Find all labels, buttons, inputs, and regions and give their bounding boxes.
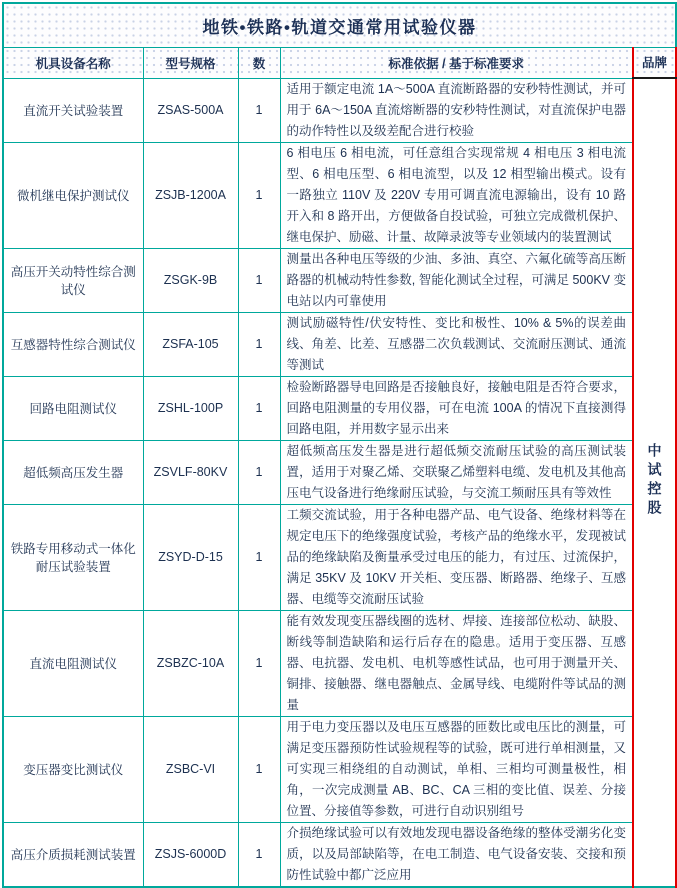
description-cell: 工频交流试验，用于各种电器产品、电气设备、绝缘材料等在规定电压下的绝缘强度试验，考核产品的绝缘水平，发现被试品的绝缘缺陷及衡量承受过电压的能力，有过压、过流保护，满足 35KV 及 10KV 开关柜、变压器、断路器、绝缘子、互感器、电缆等交流耐压试验 xyxy=(280,504,633,610)
description-cell: 测量出各种电压等级的少油、多油、真空、六氟化硫等高压断路器的机械动特性参数, 智能化测试全过程，可满足 500KV 变电站以内可靠使用 xyxy=(280,248,633,312)
qty-cell: 1 xyxy=(238,716,280,822)
equipment-name-cell: 超低频高压发生器 xyxy=(3,440,143,504)
qty-cell: 1 xyxy=(238,376,280,440)
table-row xyxy=(3,440,676,504)
equipment-name-cell: 微机继电保护测试仪 xyxy=(3,142,143,248)
equipment-name-cell: 铁路专用移动式一体化耐压试验装置 xyxy=(3,504,143,610)
qty-cell: 1 xyxy=(238,504,280,610)
table-row xyxy=(3,248,676,312)
model-cell: ZSYD-D-15 xyxy=(143,504,238,610)
brand-cell xyxy=(633,78,676,887)
model-cell: ZSJB-1200A xyxy=(143,142,238,248)
description-cell: 测试励磁特性/伏安特性、变比和极性、10% & 5%的误差曲线、角差、比差、互感器二次负载测试、交流耐压测试、通流等测试 xyxy=(280,312,633,376)
table-row xyxy=(3,78,676,142)
description-cell: 能有效发现变压器线圈的选材、焊接、连接部位松动、缺股、断线等制造缺陷和运行后存在的隐患。适用于变压器、互感器、电抗器、发电机、电机等感性试品，也可用于测量开关、铜排、接触器、继电器触点、金属导线、电缆附件等试品的测量 xyxy=(280,610,633,716)
model-cell: ZSHL-100P xyxy=(143,376,238,440)
equipment-name-cell: 回路电阻测试仪 xyxy=(3,376,143,440)
model-cell: ZSBC-VI xyxy=(143,716,238,822)
description-cell: 超低频高压发生器是进行超低频交流耐压试验的高压测试装置，适用于对聚乙烯、交联聚乙烯塑料电缆、发电机及其他高压电气设备进行绝缘耐压试验，与交流工频耐压具有等效性 xyxy=(280,440,633,504)
equipment-name-cell: 直流开关试验装置 xyxy=(3,78,143,142)
title-row xyxy=(3,3,676,47)
description-cell: 适用于额定电流 1A～500A 直流断路器的安秒特性测试，并可用于 6A～150A 直流熔断器的安秒特性测试，对直流保护电器的动作特性以及级差配合进行校验 xyxy=(280,78,633,142)
col-header-equipment-name: 机具设备名称 xyxy=(3,47,143,78)
qty-cell: 1 xyxy=(238,312,280,376)
model-cell: ZSAS-500A xyxy=(143,78,238,142)
col-header-standard: 标准依据 / 基于标准要求 xyxy=(280,47,633,78)
qty-cell: 1 xyxy=(238,822,280,887)
model-cell: ZSVLF-80KV xyxy=(143,440,238,504)
instrument-table xyxy=(2,2,677,888)
qty-cell: 1 xyxy=(238,610,280,716)
page-title: 地铁•铁路•轨道交通常用试验仪器 xyxy=(3,3,676,47)
equipment-name-cell: 高压开关动特性综合测试仪 xyxy=(3,248,143,312)
model-cell: ZSJS-6000D xyxy=(143,822,238,887)
table-row xyxy=(3,822,676,887)
col-header-model: 型号规格 xyxy=(143,47,238,78)
model-cell: ZSBZC-10A xyxy=(143,610,238,716)
col-header-brand: 品牌 xyxy=(633,47,676,78)
equipment-name-cell: 变压器变比测试仪 xyxy=(3,716,143,822)
brand-vertical-text: 中试控股 xyxy=(646,442,663,519)
qty-cell: 1 xyxy=(238,142,280,248)
qty-cell: 1 xyxy=(238,248,280,312)
equipment-name-cell: 直流电阻测试仪 xyxy=(3,610,143,716)
model-cell: ZSGK-9B xyxy=(143,248,238,312)
qty-cell: 1 xyxy=(238,440,280,504)
table-row xyxy=(3,376,676,440)
table-row xyxy=(3,504,676,610)
equipment-name-cell: 互感器特性综合测试仪 xyxy=(3,312,143,376)
model-cell: ZSFA-105 xyxy=(143,312,238,376)
equipment-name-cell: 高压介质损耗测试装置 xyxy=(3,822,143,887)
table-row xyxy=(3,142,676,248)
description-cell: 用于电力变压器以及电压互感器的匝数比或电压比的测量，可满足变压器预防性试验规程等的试验，既可进行单相测量，又可实现三相绕组的自动测试，单相、三相均可测量极性，相角，一次完成测量 AB、BC、CA 三相的变比值、误差、分接位置、分接值等参数，可进行自动识别组号 xyxy=(280,716,633,822)
table-row xyxy=(3,312,676,376)
qty-cell: 1 xyxy=(238,78,280,142)
col-header-qty: 数 xyxy=(238,47,280,78)
table-row xyxy=(3,716,676,822)
table-row xyxy=(3,610,676,716)
description-cell: 检验断路器导电回路是否接触良好，接触电阻是否符合要求，回路电阻测量的专用仪器，可在电流 100A 的情况下直接测得回路电阻，并用数字显示出来 xyxy=(280,376,633,440)
description-cell: 介损绝缘试验可以有效地发现电器设备绝缘的整体受潮劣化变质，以及局部缺陷等，在电工制造、电气设备安装、交接和预防性试验中都广泛应用 xyxy=(280,822,633,887)
description-cell: 6 相电压 6 相电流，可任意组合实现常规 4 相电压 3 相电流型、6 相电压型、6 相电流型，以及 12 相型输出模式。设有一路独立 110V 及 220V 专用可调直流电源输出，设有 10 路开入和 8 路开出，方便做备自投试验，可独立完成微机保护、继电保护、励磁、计量、故障录波等专业领域内的装置测试 xyxy=(280,142,633,248)
column-header-row xyxy=(3,47,676,78)
